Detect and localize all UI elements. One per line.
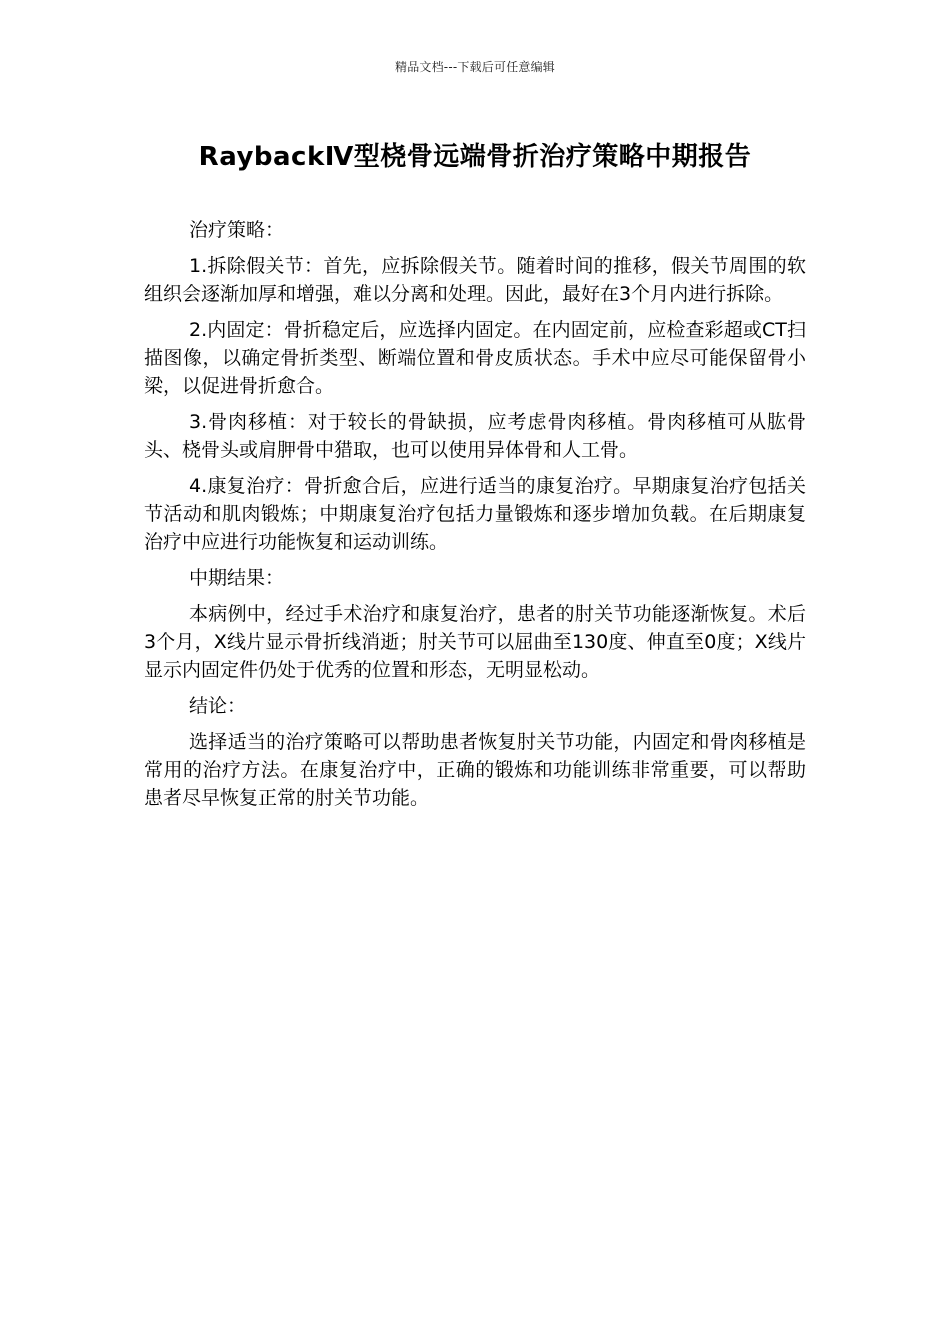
section-heading-interim-results: 中期结果： [189,567,285,589]
section-heading-strategy: 治疗策略： [189,219,285,241]
paragraph-interim-results: 本病例中，经过手术治疗和康复治疗，患者的肘关节功能逐渐恢复。术后3个月，X线片显示骨折线消逝；肘关节可以屈曲至130度、伸直至0度；X线片显示内固定件仍处于优秀的位置和形态，无明显松动。 [144,603,806,681]
document-body [144,216,806,820]
paragraph-internal-fixation: 2.内固定：骨折稳定后，应选择内固定。在内固定前，应检查彩超或CT扫描图像，以确定骨折类型、断端位置和骨皮质状态。手术中应尽可能保留骨小梁，以促进骨折愈合。 [144,319,806,397]
section-heading-conclusion: 结论： [189,695,247,717]
document-title: RaybackⅣ型桡骨远端骨折治疗策略中期报告 [198,142,752,172]
paragraph-bone-graft: 3.骨肉移植：对于较长的骨缺损，应考虑骨肉移植。骨肉移植可从肱骨头、桡骨头或肩胛骨中猎取，也可以使用异体骨和人工骨。 [144,411,806,461]
paragraph-conclusion: 选择适当的治疗策略可以帮助患者恢复肘关节功能，内固定和骨肉移植是常用的治疗方法。在康复治疗中，正确的锻炼和功能训练非常重要，可以帮助患者尽早恢复正常的肘关节功能。 [144,731,806,809]
paragraph-remove-pseudoarthrosis: 1.拆除假关节：首先，应拆除假关节。随着时间的推移，假关节周围的软组织会逐渐加厚和增强，难以分离和处理。因此，最好在3个月内进行拆除。 [144,255,806,305]
header-note: 精品文档---下载后可任意编辑 [395,60,555,74]
paragraph-rehabilitation: 4.康复治疗：骨折愈合后，应进行适当的康复治疗。早期康复治疗包括关节活动和肌肉锻炼；中期康复治疗包括力量锻炼和逐步增加负载。在后期康复治疗中应进行功能恢复和运动训练。 [144,475,806,553]
